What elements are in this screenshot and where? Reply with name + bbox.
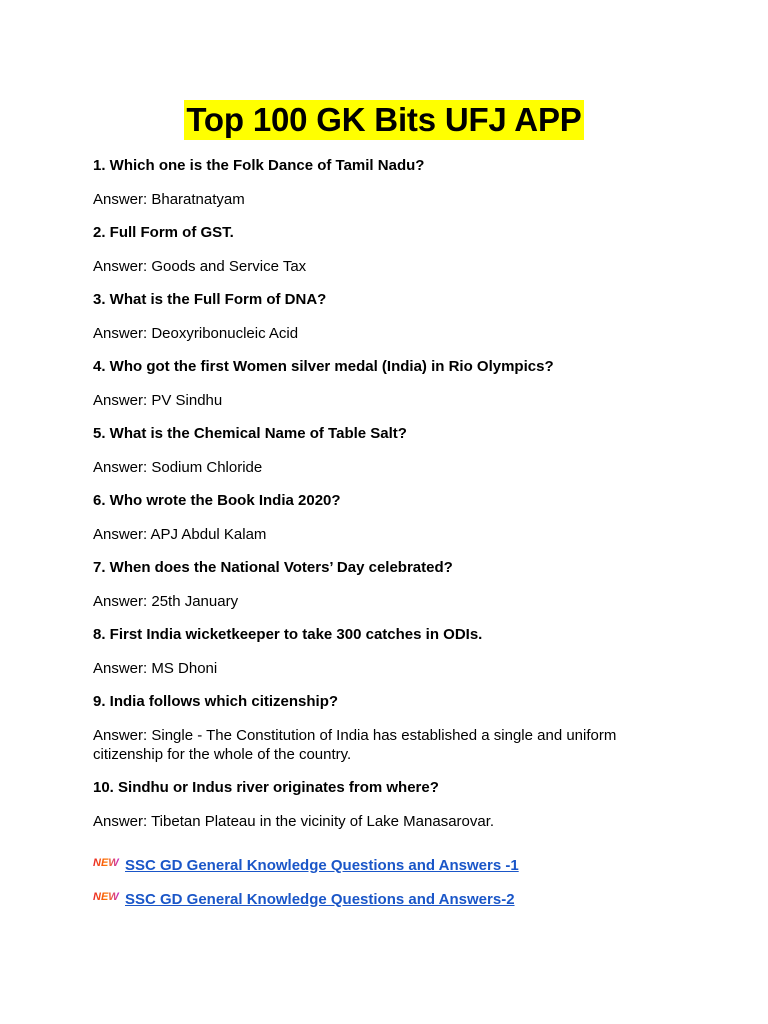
question-10: 10. Sindhu or Indus river originates from where?	[93, 779, 439, 796]
page-title: Top 100 GK Bits UFJ APP	[186, 101, 582, 138]
link-row-2	[93, 889, 673, 909]
question-1: 1. Which one is the Folk Dance of Tamil Nadu?	[93, 157, 425, 174]
ssc-gd-gk-link-2[interactable]: SSC GD General Knowledge Questions and Answers-2	[125, 890, 515, 908]
title-container	[0, 100, 768, 140]
answer-8: Answer: MS Dhoni	[93, 660, 218, 677]
question-8: 8. First India wicketkeeper to take 300 catches in ODIs.	[93, 626, 483, 643]
answer-4: Answer: PV Sindhu	[93, 392, 223, 409]
answer-10: Answer: Tibetan Plateau in the vicinity of Lake Manasarovar.	[93, 813, 495, 830]
qa-list	[93, 156, 653, 845]
answer-3: Answer: Deoxyribonucleic Acid	[93, 325, 299, 342]
question-3: 3. What is the Full Form of DNA?	[93, 291, 327, 308]
related-links	[93, 855, 673, 923]
question-2: 2. Full Form of GST.	[93, 224, 234, 241]
question-5: 5. What is the Chemical Name of Table Salt?	[93, 425, 407, 442]
answer-2: Answer: Goods and Service Tax	[93, 258, 307, 275]
link-row-1	[93, 855, 673, 875]
ssc-gd-gk-link-1[interactable]: SSC GD General Knowledge Questions and Answers -1	[125, 856, 519, 874]
answer-1: Answer: Bharatnatyam	[93, 191, 245, 208]
svg-text:NEW: NEW	[93, 891, 119, 903]
question-9: 9. India follows which citizenship?	[93, 693, 339, 710]
new-badge-icon	[93, 855, 123, 869]
question-7: 7. When does the National Voters’ Day celebrated?	[93, 559, 453, 576]
question-4: 4. Who got the first Women silver medal (India) in Rio Olympics?	[93, 358, 554, 375]
answer-6: Answer: APJ Abdul Kalam	[93, 526, 267, 543]
question-6: 6. Who wrote the Book India 2020?	[93, 492, 341, 509]
answer-7: Answer: 25th January	[93, 593, 239, 610]
svg-text:NEW: NEW	[93, 857, 119, 869]
answer-5: Answer: Sodium Chloride	[93, 459, 263, 476]
new-badge-icon	[93, 889, 123, 903]
answer-9: Answer: Single - The Constitution of India has established a single and uniform citizenship for the whole of the country.	[93, 727, 617, 763]
